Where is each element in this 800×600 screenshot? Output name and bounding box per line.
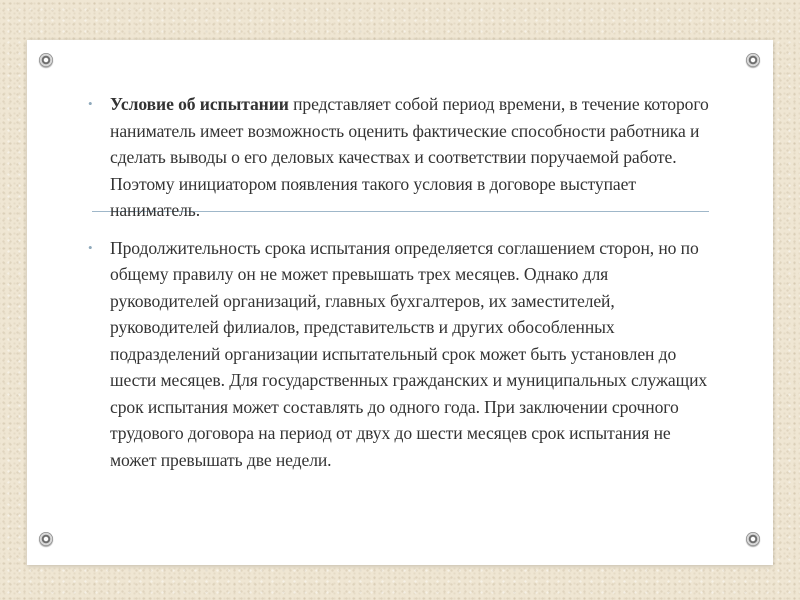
bullet-icon: •	[88, 96, 93, 111]
rivet-top-left-icon	[39, 53, 53, 67]
bullet-text: представляет собой период времени, в течение которого наниматель имеет возможность оценить фактические способности работника и сделать выводы о его деловых качествах и соответствии поручаемой работе. Поэтому инициатором появления такого условия в договоре выступает наниматель.	[110, 94, 709, 220]
bullet-bold-lead: Условие об испытании	[110, 94, 289, 114]
bullet-probation-duration	[88, 235, 710, 474]
rivet-top-right-icon	[746, 53, 760, 67]
rivet-bottom-left-icon	[39, 532, 53, 546]
rivet-bottom-right-icon	[746, 532, 760, 546]
bullet-probation-condition	[88, 91, 710, 224]
bullet-text: Продолжительность срока испытания определяется соглашением сторон, но по общему правилу он не может превышать трех месяцев. Однако для руководителей организаций, главных бухгалтеров, их заместителей, руководителей филиалов, представительств и других обособленных подразделений организации испытательный срок может быть установлен до шести месяцев. Для государственных гражданских и муниципальных служащих срок испытания может составлять до одного года. При заключении срочного трудового договора на период от двух до шести месяцев срок испытания не может превышать две недели.	[110, 237, 708, 470]
bullet-icon: •	[88, 239, 93, 255]
bullet-list	[88, 91, 710, 473]
